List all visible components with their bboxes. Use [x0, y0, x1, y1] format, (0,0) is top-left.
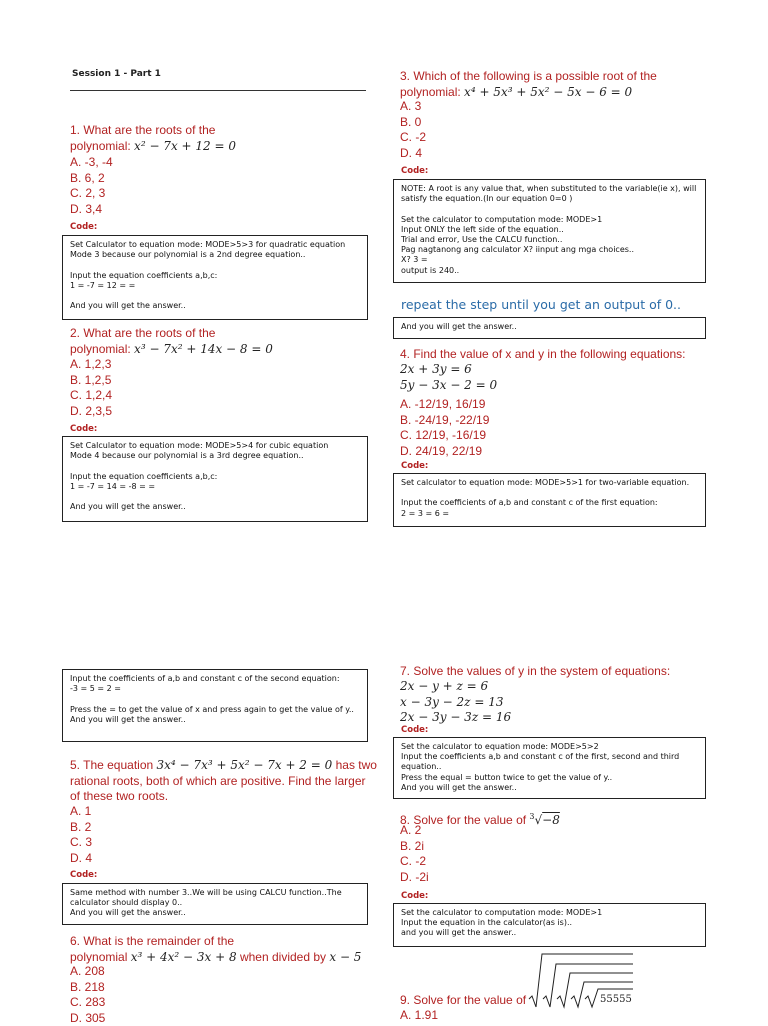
q9-radicand: 55555 — [600, 994, 632, 1005]
q3-title-b: polynomial: — [400, 85, 461, 99]
q2-title: 2. What are the roots of the — [70, 326, 273, 342]
q7-title: 7. Solve the values of y in the system of equations: — [400, 664, 670, 680]
q6-title-a: 6. What is the remainder of the — [70, 934, 361, 950]
q2-equation: x³ − 7x² + 14x − 8 = 0 — [134, 342, 273, 356]
q2-option-c[interactable]: C. 1,2,4 — [70, 388, 112, 404]
q5-title-d: of these two roots. — [70, 789, 377, 805]
q7-equations — [400, 679, 511, 726]
q2-option-d[interactable]: D. 2,3,5 — [70, 404, 112, 420]
q1-code-label: Code: — [70, 222, 97, 232]
q6-divisor: x − 5 — [329, 950, 361, 964]
q2-title-b: polynomial: — [70, 342, 131, 356]
q5-options — [70, 804, 92, 866]
session-title: Session 1 - Part 1 — [72, 69, 161, 79]
q3-question — [400, 69, 657, 100]
q5-title-a: 5. The equation — [70, 758, 153, 772]
q5-question — [70, 758, 377, 805]
q7-equation-3: 2x − 3y − 3z = 16 — [400, 710, 511, 726]
q5-option-c[interactable]: C. 3 — [70, 835, 92, 851]
q5-code-box: Same method with number 3..We will be using CALCU function..The calculator should display 0.. And you will get the answer.. — [62, 883, 368, 925]
q3-equation: x⁴ + 5x³ + 5x² − 5x − 6 = 0 — [464, 85, 632, 99]
q5-title-line1 — [70, 758, 377, 774]
q1-title-line2 — [70, 139, 236, 155]
q4-equation-1: 2x + 3y = 6 — [400, 362, 497, 378]
q2-code-label: Code: — [70, 424, 97, 434]
q6-title-line2 — [70, 950, 361, 966]
q9-options — [400, 1008, 438, 1024]
q3-hint: repeat the step until you get an output of 0.. — [401, 297, 681, 312]
q1-option-a[interactable]: A. -3, -4 — [70, 155, 113, 171]
q6-title-b: polynomial — [70, 950, 127, 964]
q5-option-b[interactable]: B. 2 — [70, 820, 92, 836]
q2-question — [70, 326, 273, 357]
q1-title-b: polynomial: — [70, 139, 131, 153]
q3-option-a[interactable]: A. 3 — [400, 99, 426, 115]
q6-option-b[interactable]: B. 218 — [70, 980, 105, 996]
q6-option-a[interactable]: A. 208 — [70, 964, 105, 980]
q1-equation: x² − 7x + 12 = 0 — [134, 139, 236, 153]
q4-options — [400, 397, 489, 459]
q7-code-label: Code: — [401, 725, 428, 735]
q2-option-a[interactable]: A. 1,2,3 — [70, 357, 112, 373]
q3-code-box: NOTE: A root is any value that, when substituted to the variable(ie x), will satisfy the equation.(In our equation 0=0 ) Set the calculator to computation mode: MODE>1 Input ONLY the left side of the equation.. Trial and error, Use the CALCU function.. Pag nagtanong ang calculator X? iinput ang mga choices.. X? 3 = output is 240.. — [393, 179, 706, 283]
q8-title: 8. Solve for the value of — [400, 813, 526, 827]
q5-option-d[interactable]: D. 4 — [70, 851, 92, 867]
q6-option-d[interactable]: D. 305 — [70, 1011, 105, 1026]
divider — [70, 90, 366, 91]
q5-title-c: rational roots, both of which are positive. Find the larger — [70, 774, 377, 790]
q4-option-c[interactable]: C. 12/19, -16/19 — [400, 428, 489, 444]
q3-option-b[interactable]: B. 0 — [400, 115, 426, 131]
q8-option-d[interactable]: D. -2i — [400, 870, 429, 886]
q1-question — [70, 123, 236, 154]
q2-option-b[interactable]: B. 1,2,5 — [70, 373, 112, 389]
q4-code-label: Code: — [401, 461, 428, 471]
q8-root-index: 3 — [529, 812, 534, 821]
q6-option-c[interactable]: C. 283 — [70, 995, 105, 1011]
q4-continued-code-box: Input the coefficients of a,b and constant c of the second equation: -3 = 5 = 2 = Press the = to get the value of x and press again to get the value of y.. And you will get the answer.. — [62, 669, 368, 742]
q4-option-b[interactable]: B. -24/19, -22/19 — [400, 413, 489, 429]
q4-equations — [400, 362, 497, 393]
q1-code-box: Set Calculator to equation mode: MODE>5>3 for quadratic equation Mode 3 because our polynomial is a 2nd degree equation.. Input the equation coefficients a,b,c: 1 = -7 = 12 = = And you will get the answer.. — [62, 235, 368, 320]
q6-title-c: when divided by — [240, 950, 326, 964]
q7-equation-2: x − 3y − 2z = 13 — [400, 695, 511, 711]
q4-equation-2: 5y − 3x − 2 = 0 — [400, 378, 497, 394]
q8-option-c[interactable]: C. -2 — [400, 854, 429, 870]
q2-code-box: Set Calculator to equation mode: MODE>5>4 for cubic equation Mode 4 because our polynomial is a 3rd degree equation.. Input the equation coefficients a,b,c: 1 = -7 = 14 = -8 = = And you will get the answer.. — [62, 436, 368, 522]
q2-title-line2 — [70, 342, 273, 358]
q3-code-box-2: And you will get the answer.. — [393, 317, 706, 339]
q4-option-d[interactable]: D. 24/19, 22/19 — [400, 444, 489, 460]
q9-nested-radical — [528, 951, 634, 1009]
q7-code-box: Set the calculator to equation mode: MODE>5>2 Input the coefficients a,b and constant c of the first, second and third equation.. Press the equal = button twice to get the value of y.. And you will get the answer.. — [393, 737, 706, 799]
q5-option-a[interactable]: A. 1 — [70, 804, 92, 820]
q3-options — [400, 99, 426, 161]
q3-title: 3. Which of the following is a possible root of the — [400, 69, 657, 85]
q1-options — [70, 155, 113, 217]
q5-equation: 3x⁴ − 7x³ + 5x² − 7x + 2 = 0 — [157, 758, 333, 772]
q1-option-c[interactable]: C. 2, 3 — [70, 186, 113, 202]
q3-title-line2 — [400, 85, 657, 101]
q1-title: 1. What are the roots of the — [70, 123, 236, 139]
q9-title: 9. Solve for the value of — [400, 993, 526, 1009]
q8-option-b[interactable]: B. 2i — [400, 839, 429, 855]
q8-option-a[interactable]: A. 2 — [400, 823, 429, 839]
q9-option-a[interactable]: A. 1.91 — [400, 1008, 438, 1024]
q8-cube-root: $^3$√−8 — [529, 813, 559, 827]
q6-question — [70, 934, 361, 965]
q3-option-d[interactable]: D. 4 — [400, 146, 426, 162]
q1-option-d[interactable]: D. 3,4 — [70, 202, 113, 218]
q4-option-a[interactable]: A. -12/19, 16/19 — [400, 397, 489, 413]
q3-option-c[interactable]: C. -2 — [400, 130, 426, 146]
q7-equation-1: 2x − y + z = 6 — [400, 679, 511, 695]
q5-title-b: has two — [336, 758, 377, 772]
q6-options — [70, 964, 105, 1026]
q1-option-b[interactable]: B. 6, 2 — [70, 171, 113, 187]
q4-code-box: Set calculator to equation mode: MODE>5>1 for two-variable equation. Input the coefficients of a,b and constant c of the first equation: 2 = 3 = 6 = — [393, 473, 706, 527]
q8-code-label: Code: — [401, 891, 428, 901]
q8-options — [400, 823, 429, 885]
q4-title: 4. Find the value of x and y in the following equations: — [400, 347, 686, 363]
q5-code-label: Code: — [70, 870, 97, 880]
q3-code-label: Code: — [401, 166, 428, 176]
q2-options — [70, 357, 112, 419]
q6-equation: x³ + 4x² − 3x + 8 — [131, 950, 237, 964]
q8-code-box: Set the calculator to computation mode: MODE>1 Input the equation in the calculator(as is).. and you will get the answer.. — [393, 903, 706, 947]
q8-radicand: −8 — [542, 813, 560, 827]
